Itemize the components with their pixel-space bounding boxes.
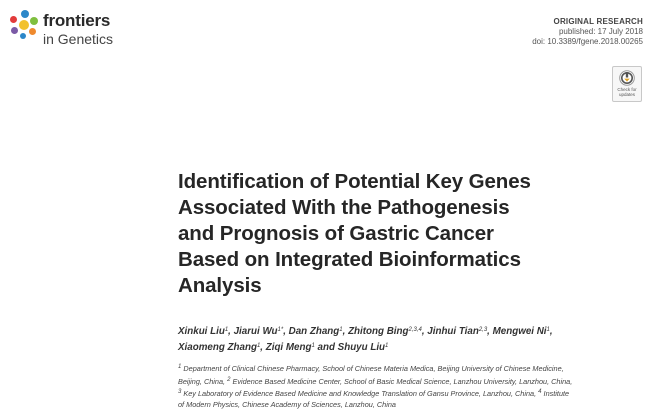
journal-logo[interactable] <box>10 8 150 50</box>
author-name[interactable]: Xinkui Liu <box>178 326 225 337</box>
author-affiliation-marker: 1 <box>339 327 343 333</box>
author-name[interactable]: Dan Zhang <box>288 326 340 337</box>
author-separator: , <box>342 326 349 337</box>
logo-text-journal: in Genetics <box>43 31 114 47</box>
affiliation-line <box>178 387 648 400</box>
author-separator: and <box>314 342 338 353</box>
title-line: Identification of Potential Key Genes <box>178 170 531 193</box>
author-list <box>178 323 648 355</box>
author-separator: , <box>228 326 234 337</box>
affiliation-text: Department of Clinical Chinese Pharmacy, School of Chinese Materia Medica, Beijing University of Chinese Medicine, <box>181 364 564 373</box>
author-name[interactable]: Mengwei Ni <box>492 326 547 337</box>
article-info <box>532 17 643 47</box>
author-separator: , <box>260 342 266 353</box>
affiliation-text: Beijing, China, <box>178 376 228 386</box>
check-for-updates-button[interactable] <box>612 66 642 102</box>
frontiers-logo-icon <box>10 10 40 40</box>
author-name[interactable]: Jiarui Wu <box>233 326 278 337</box>
logo-text-frontiers: frontiers <box>43 11 111 30</box>
title-line: Associated With the Pathogenesis <box>178 196 510 219</box>
affiliation-text: Key Laboratory of Evidence Based Medicine and Knowledge Translation of Gansu Province, Lanzhou, China, <box>181 389 539 398</box>
author-name[interactable]: Jinhui Tian <box>427 326 479 337</box>
author-separator: , <box>487 326 493 337</box>
affiliation-marker: 2 <box>227 376 231 383</box>
affiliation-marker: 4 <box>538 389 542 395</box>
crossmark-icon <box>619 70 635 86</box>
author-affiliation-marker: 1 <box>224 327 229 333</box>
affiliation-text: of Modern Physics, Chinese Academy of Sciences, Lanzhou, China <box>178 399 396 409</box>
affiliation-line <box>178 375 648 388</box>
author-affiliation-marker: 2,3,4 <box>408 327 422 333</box>
author-affiliation-marker: 1 <box>546 327 550 333</box>
author-affiliation-marker: 1 <box>311 343 315 349</box>
affiliation-list <box>178 362 648 410</box>
article-title <box>178 169 648 299</box>
author-name[interactable]: Zhitong Bing <box>348 326 409 337</box>
affiliation-text: Institute <box>541 389 570 398</box>
author-separator: , <box>283 326 289 337</box>
author-separator: , <box>549 326 553 337</box>
author-separator: , <box>421 326 428 337</box>
title-line: Based on Integrated Bioinformatics <box>178 248 521 271</box>
affiliation-marker: 3 <box>178 389 182 395</box>
article-type: ORIGINAL RESEARCH <box>553 17 643 26</box>
author-line <box>178 339 648 355</box>
check-for-updates-label: Check for updates <box>617 87 637 97</box>
published-date: published: 17 July 2018 <box>558 27 643 36</box>
affiliation-line <box>178 362 648 375</box>
author-name[interactable]: Shuyu Liu <box>337 342 386 353</box>
title-line: and Prognosis of Gastric Cancer <box>178 222 494 245</box>
title-line: Analysis <box>178 274 262 297</box>
affiliation-line <box>178 400 648 411</box>
doi-link[interactable]: doi: 10.3389/fgene.2018.00265 <box>532 37 643 46</box>
affiliation-marker: 1 <box>178 364 182 370</box>
author-name[interactable]: Xiaomeng Zhang <box>178 342 257 353</box>
author-line <box>178 323 648 339</box>
author-affiliation-marker: 2,3 <box>478 327 488 333</box>
author-affiliation-marker: 1* <box>277 327 284 333</box>
author-affiliation-marker: 1 <box>256 343 261 349</box>
author-affiliation-marker: 1 <box>385 343 389 349</box>
affiliation-text: Evidence Based Medicine Center, School of Basic Medical Science, Lanzhou University, Lanzhou, China, <box>230 376 573 386</box>
author-name[interactable]: Ziqi Meng <box>265 342 312 353</box>
